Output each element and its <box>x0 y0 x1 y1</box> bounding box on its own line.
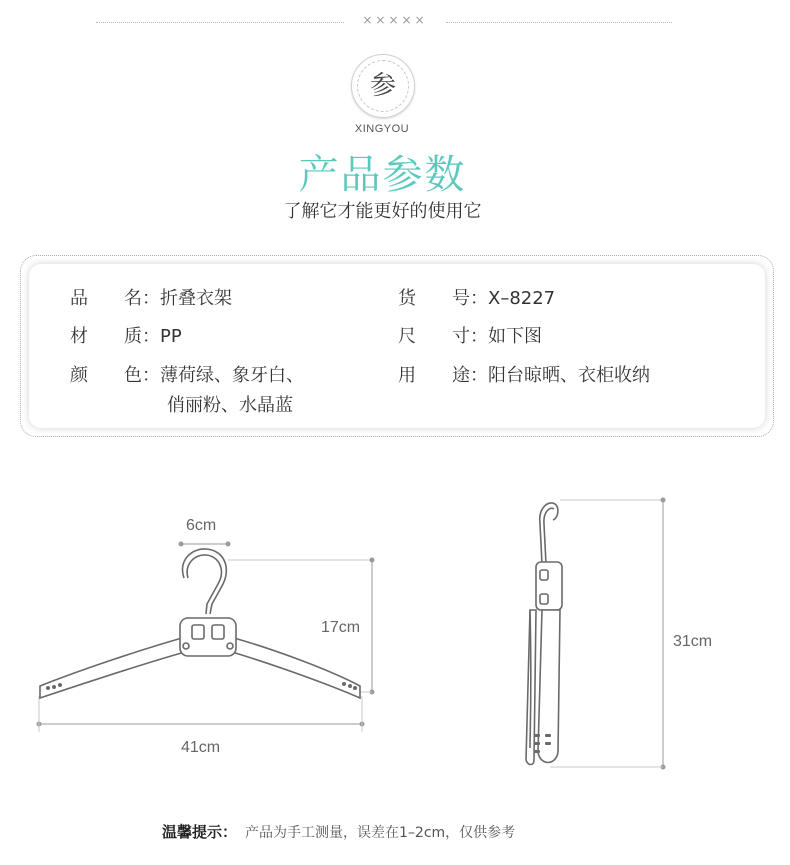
spec-color-continued: 俏丽粉、水晶蓝 <box>167 395 293 416</box>
spec-name: 品 名：折叠衣架 <box>70 288 232 309</box>
decoration-marks: ××××× <box>362 13 428 27</box>
folded-height-label: 31cm <box>673 633 713 650</box>
brand-name: XINGYOU <box>354 123 410 135</box>
tip-label: 温馨提示： <box>162 823 238 841</box>
spec-material: 材 质：PP <box>70 326 182 347</box>
spec-model: 货 号：X–8227 <box>398 288 556 309</box>
badge <box>351 54 415 118</box>
divider-left <box>96 22 344 23</box>
height-label: 17cm <box>321 619 361 636</box>
spec-color: 颜 色：薄荷绿、象牙白、 <box>70 365 304 386</box>
page-subtitle: 了解它才能更好的使用它 <box>283 201 482 222</box>
badge-char: 参 <box>357 60 409 112</box>
width-label: 41cm <box>181 739 221 756</box>
divider-right <box>446 22 672 23</box>
tip-text: 产品为手工测量，误差在1–2cm，仅供参考 <box>245 825 516 841</box>
hook-width-label: 6cm <box>186 517 217 534</box>
spec-usage: 用 途：阳台晾晒、衣柜收纳 <box>398 365 650 386</box>
tip-line <box>162 821 515 842</box>
folded-hanger-diagram <box>500 490 700 780</box>
spec-size: 尺 寸：如下图 <box>398 326 542 347</box>
page-title: 产品参数 <box>298 152 467 198</box>
